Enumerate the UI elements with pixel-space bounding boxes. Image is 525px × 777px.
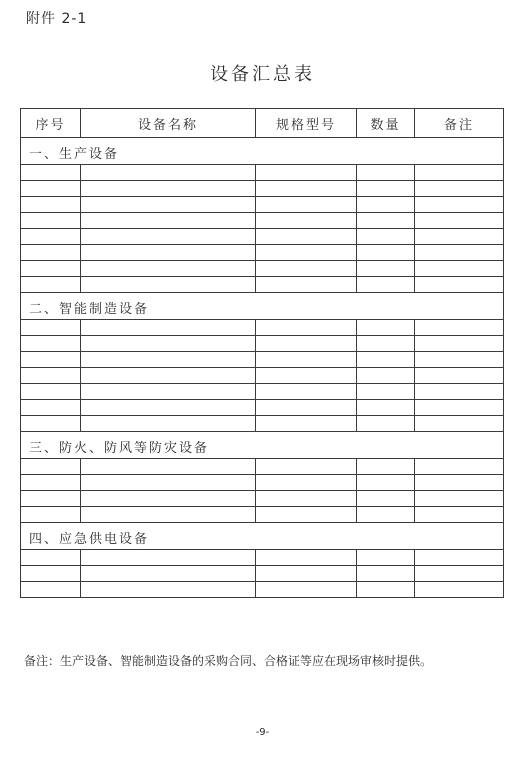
table-row: [21, 400, 504, 416]
section-label: 一、生产设备: [21, 138, 504, 165]
section-row: [21, 138, 504, 165]
cell-remarks: [415, 459, 504, 475]
cell-serial: [21, 491, 81, 507]
cell-remarks: [415, 368, 504, 384]
table-row: [21, 213, 504, 229]
cell-remarks: [415, 181, 504, 197]
cell-serial: [21, 507, 81, 523]
table-row: [21, 336, 504, 352]
table-row: [21, 320, 504, 336]
table-row: [21, 181, 504, 197]
table-row: [21, 491, 504, 507]
cell-remarks: [415, 197, 504, 213]
table-header-row: [21, 109, 504, 138]
cell-equipment-name: [81, 336, 256, 352]
cell-quantity: [357, 416, 415, 432]
cell-serial: [21, 245, 81, 261]
table-row: [21, 245, 504, 261]
cell-quantity: [357, 181, 415, 197]
cell-quantity: [357, 491, 415, 507]
cell-remarks: [415, 550, 504, 566]
cell-remarks: [415, 336, 504, 352]
cell-remarks: [415, 320, 504, 336]
cell-equipment-name: [81, 320, 256, 336]
cell-equipment-name: [81, 400, 256, 416]
section-row: [21, 293, 504, 320]
cell-serial: [21, 181, 81, 197]
cell-serial: [21, 459, 81, 475]
cell-remarks: [415, 245, 504, 261]
cell-serial: [21, 352, 81, 368]
table-row: [21, 368, 504, 384]
cell-model-spec: [256, 400, 357, 416]
cell-equipment-name: [81, 475, 256, 491]
cell-model-spec: [256, 475, 357, 491]
cell-equipment-name: [81, 459, 256, 475]
table-row: [21, 165, 504, 181]
cell-remarks: [415, 165, 504, 181]
cell-serial: [21, 197, 81, 213]
cell-model-spec: [256, 491, 357, 507]
cell-serial: [21, 336, 81, 352]
cell-model-spec: [256, 459, 357, 475]
cell-quantity: [357, 475, 415, 491]
cell-quantity: [357, 400, 415, 416]
cell-model-spec: [256, 165, 357, 181]
column-header-quantity: 数量: [357, 109, 415, 138]
cell-serial: [21, 550, 81, 566]
cell-model-spec: [256, 277, 357, 293]
page-title: 设备汇总表: [210, 64, 315, 85]
cell-remarks: [415, 400, 504, 416]
cell-serial: [21, 384, 81, 400]
cell-model-spec: [256, 261, 357, 277]
cell-model-spec: [256, 566, 357, 582]
cell-quantity: [357, 507, 415, 523]
cell-quantity: [357, 384, 415, 400]
cell-remarks: [415, 491, 504, 507]
cell-equipment-name: [81, 197, 256, 213]
section-label: 二、智能制造设备: [21, 293, 504, 320]
cell-quantity: [357, 229, 415, 245]
cell-model-spec: [256, 416, 357, 432]
table-row: [21, 352, 504, 368]
cell-serial: [21, 213, 81, 229]
table-row: [21, 507, 504, 523]
cell-serial: [21, 277, 81, 293]
cell-quantity: [357, 245, 415, 261]
cell-quantity: [357, 165, 415, 181]
cell-serial: [21, 566, 81, 582]
cell-equipment-name: [81, 582, 256, 598]
cell-serial: [21, 475, 81, 491]
cell-quantity: [357, 368, 415, 384]
cell-model-spec: [256, 181, 357, 197]
cell-equipment-name: [81, 550, 256, 566]
cell-model-spec: [256, 352, 357, 368]
column-header-remarks: 备注: [415, 109, 504, 138]
cell-quantity: [357, 566, 415, 582]
column-header-serial: 序号: [21, 109, 81, 138]
equipment-summary-table: [20, 108, 504, 598]
table-row: [21, 550, 504, 566]
cell-quantity: [357, 197, 415, 213]
cell-equipment-name: [81, 245, 256, 261]
cell-model-spec: [256, 507, 357, 523]
cell-model-spec: [256, 229, 357, 245]
cell-remarks: [415, 582, 504, 598]
cell-model-spec: [256, 320, 357, 336]
cell-serial: [21, 368, 81, 384]
cell-model-spec: [256, 197, 357, 213]
cell-equipment-name: [81, 507, 256, 523]
cell-model-spec: [256, 368, 357, 384]
table-row: [21, 582, 504, 598]
cell-model-spec: [256, 213, 357, 229]
cell-equipment-name: [81, 384, 256, 400]
cell-remarks: [415, 213, 504, 229]
cell-remarks: [415, 261, 504, 277]
table-row: [21, 197, 504, 213]
table-row: [21, 277, 504, 293]
cell-equipment-name: [81, 229, 256, 245]
section-label: 四、应急供电设备: [21, 523, 504, 550]
cell-quantity: [357, 459, 415, 475]
attachment-label: 附件 2-1: [26, 11, 88, 27]
cell-remarks: [415, 566, 504, 582]
column-header-model-spec: 规格型号: [256, 109, 357, 138]
cell-equipment-name: [81, 277, 256, 293]
cell-model-spec: [256, 336, 357, 352]
cell-equipment-name: [81, 566, 256, 582]
cell-quantity: [357, 213, 415, 229]
table-row: [21, 459, 504, 475]
cell-serial: [21, 400, 81, 416]
cell-quantity: [357, 352, 415, 368]
cell-model-spec: [256, 550, 357, 566]
cell-serial: [21, 229, 81, 245]
section-label: 三、防火、防风等防灾设备: [21, 432, 504, 459]
table-body: [21, 138, 504, 598]
cell-quantity: [357, 582, 415, 598]
table-row: [21, 384, 504, 400]
cell-equipment-name: [81, 368, 256, 384]
cell-serial: [21, 261, 81, 277]
cell-serial: [21, 165, 81, 181]
cell-remarks: [415, 416, 504, 432]
table-row: [21, 566, 504, 582]
cell-equipment-name: [81, 416, 256, 432]
cell-quantity: [357, 336, 415, 352]
cell-remarks: [415, 475, 504, 491]
cell-remarks: [415, 384, 504, 400]
section-row: [21, 523, 504, 550]
cell-serial: [21, 582, 81, 598]
table-row: [21, 416, 504, 432]
cell-quantity: [357, 320, 415, 336]
page-number: -9-: [255, 727, 270, 738]
cell-model-spec: [256, 384, 357, 400]
cell-equipment-name: [81, 491, 256, 507]
cell-equipment-name: [81, 181, 256, 197]
cell-remarks: [415, 507, 504, 523]
column-header-equipment-name: 设备名称: [81, 109, 256, 138]
table-row: [21, 261, 504, 277]
cell-remarks: [415, 229, 504, 245]
section-row: [21, 432, 504, 459]
cell-model-spec: [256, 582, 357, 598]
footnote: 备注：生产设备、智能制造设备的采购合同、合格证等应在现场审核时提供。: [24, 654, 433, 668]
cell-equipment-name: [81, 261, 256, 277]
cell-model-spec: [256, 245, 357, 261]
cell-equipment-name: [81, 213, 256, 229]
cell-serial: [21, 416, 81, 432]
cell-equipment-name: [81, 165, 256, 181]
cell-quantity: [357, 550, 415, 566]
cell-quantity: [357, 277, 415, 293]
table-row: [21, 229, 504, 245]
cell-remarks: [415, 277, 504, 293]
table-row: [21, 475, 504, 491]
cell-serial: [21, 320, 81, 336]
cell-remarks: [415, 352, 504, 368]
cell-equipment-name: [81, 352, 256, 368]
cell-quantity: [357, 261, 415, 277]
